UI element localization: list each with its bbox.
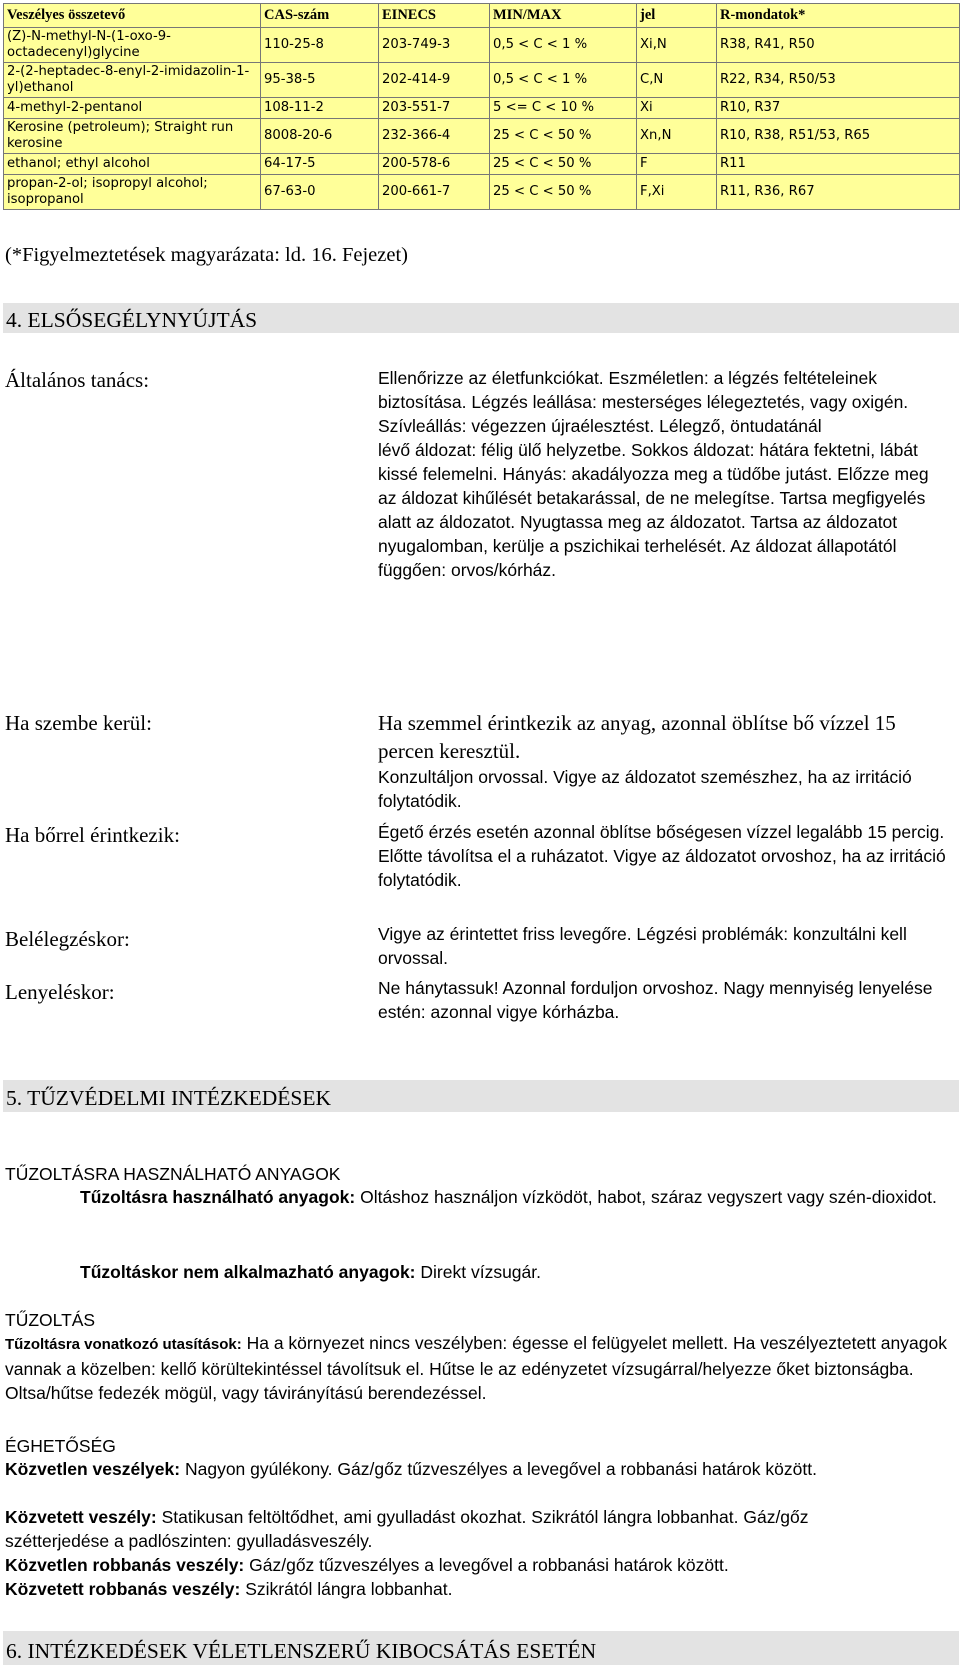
cell-jel: Xn,N [637,119,717,154]
cell-einecs: 203-749-3 [379,28,490,63]
indirect-explosion-text: Szikrától lángra lobbanhat. [245,1579,453,1599]
cell-jel: C,N [637,63,717,98]
ingestion-label: Lenyeléskor: [5,980,115,1004]
cell-einecs: 200-661-7 [379,175,490,210]
inhalation-label: Belélegzéskor: [5,927,130,951]
indirect-explosion-paragraph [5,1577,957,1601]
table-row [4,175,960,210]
table-header-row [4,4,960,28]
cell-r: R11, R36, R67 [717,175,960,210]
cell-jel: Xi [637,98,717,119]
unsuitable-media-paragraph [80,1260,945,1284]
table-row [4,119,960,154]
cell-name: ethanol; ethyl alcohol [4,154,261,175]
direct-explosion-paragraph [5,1553,957,1577]
eye-contact-text-2: Konzultáljon orvossal. Vigye az áldozatot szemészhez, ha az irritáció folytatódik. [378,767,912,811]
cell-name: 2-(2-heptadec-8-enyl-2-imidazolin-1-yl)ethanol [4,63,261,98]
unsuitable-media-text: Direkt vízsugár. [420,1262,541,1282]
cell-r: R10, R38, R51/53, R65 [717,119,960,154]
cell-name: propan-2-ol; isopropyl alcohol; isopropanol [4,175,261,210]
col-header-r-phrases: R-mondatok* [717,4,960,28]
cell-r: R10, R37 [717,98,960,119]
cell-jel: F [637,154,717,175]
cell-einecs: 232-366-4 [379,119,490,154]
cell-cas: 95-38-5 [261,63,379,98]
inhalation-text: Vigye az érintettet friss levegőre. Légzési problémák: konzultálni kell orvossal. [378,924,907,968]
cell-minmax: 5 <= C < 10 % [490,98,637,119]
table-row [4,98,960,119]
general-advice-label: Általános tanács: [5,368,150,392]
flammability-heading: ÉGHETŐSÉG [5,1436,116,1456]
cell-cas: 64-17-5 [261,154,379,175]
firefighting-paragraph [5,1331,957,1405]
firefighting-label: Tűzoltásra vonatkozó utasítások: [5,1336,242,1353]
direct-explosion-text: Gáz/gőz tűzveszélyes a levegővel a robbanási határok között. [249,1555,729,1575]
cell-cas: 108-11-2 [261,98,379,119]
cell-name: (Z)-N-methyl-N-(1-oxo-9-octadecenyl)glycine [4,28,261,63]
cell-minmax: 25 < C < 50 % [490,154,637,175]
eye-contact-text: Ha szemmel érintkezik az anyag, azonnal öblítse bő vízzel 15 percen keresztül. [378,711,896,763]
extinguishing-media-text: Oltáshoz használjon vízködöt, habot, száraz vegyszert vagy szén-dioxidot. [360,1187,937,1207]
cell-jel: F,Xi [637,175,717,210]
table-row [4,63,960,98]
col-header-cas: CAS-szám [261,4,379,28]
cell-jel: Xi,N [637,28,717,63]
direct-hazard-label: Közvetlen veszélyek: [5,1459,181,1479]
cell-einecs: 202-414-9 [379,63,490,98]
cell-cas: 67-63-0 [261,175,379,210]
cell-einecs: 200-578-6 [379,154,490,175]
cell-cas: 8008-20-6 [261,119,379,154]
cell-minmax: 0,5 < C < 1 % [490,63,637,98]
section-6-header [3,1631,959,1665]
section-4-title: 4. ELSŐSEGÉLYNYÚJTÁS [6,308,258,332]
cell-minmax: 0,5 < C < 1 % [490,28,637,63]
indirect-explosion-label: Közvetett robbanás veszély: [5,1579,241,1599]
cell-name: Kerosine (petroleum); Straight run kerosine [4,119,261,154]
eye-contact-label: Ha szembe kerül: [5,711,152,735]
cell-name: 4-methyl-2-pentanol [4,98,261,119]
indirect-hazard-paragraph [5,1505,905,1553]
unsuitable-media-label: Tűzoltáskor nem alkalmazható anyagok: [80,1262,416,1282]
general-advice-text-part2: lévő áldozat: félig ülő helyzetbe. Sokkos áldozat: hátára fektetni, lábát kissé felemelni. Hányás: akadályozza meg a tüdőbe jutást. Előzze meg az áldozat kihűlését betakarással, de ne melegítse. Tartsa megfigyelés alatt az áldozatot. Nyugtassa meg az áldozatot. Tartsa az áldozatot nyugalomban, kerülje a pszichikai terhelését. Az áldozat állapotától függően: orvos/kórház. [378,440,929,580]
components-table [3,3,960,210]
general-advice-text [378,366,948,582]
skin-contact-text: Égető érzés esetén azonnal öblítse bőségesen vízzel legalább 15 percig. Előtte távolítsa el a ruházatot. Vigye az áldozatot orvoshoz, ha az irritáció folytatódik. [378,822,946,890]
direct-explosion-label: Közvetlen robbanás veszély: [5,1555,245,1575]
table-row [4,28,960,63]
indirect-hazard-text: Statikusan feltöltődhet, ami gyulladást okozhat. Szikrától lángra lobbanhat. Gáz/gőz szétterjedése a padlószinten: gyulladásveszély. [5,1507,809,1551]
col-header-einecs: EINECS [379,4,490,28]
section-5-title: 5. TŰZVÉDELMI INTÉZKEDÉSEK [6,1086,332,1110]
ingestion-text: Ne hánytassuk! Azonnal forduljon orvoshoz. Nagy mennyiség lenyelése estén: azonnal vigye kórházba. [378,978,933,1022]
firefighting-heading: TŰZOLTÁS [5,1310,96,1330]
cell-r: R11 [717,154,960,175]
extinguishing-media-paragraph [80,1185,945,1209]
section-5-header [3,1080,959,1112]
firefighting-text: Ha a környezet nincs veszélyben: égesse el felügyelet mellett. Ha veszélyeztetett anyagok vannak a közelben: kellő körültekintéssel távolítsuk el. Hűtse le az edényzetet vízsugárral/helyezze őket biztonságba. Oltsa/hűtse fedezék mögül, vagy távirányítású berendezéssel. [5,1333,947,1403]
footnote: (*Figyelmeztetések magyarázata: ld. 16. Fejezet) [5,244,408,266]
extinguishing-media-heading: TŰZOLTÁSRA HASZNÁLHATÓ ANYAGOK [5,1164,341,1184]
cell-einecs: 203-551-7 [379,98,490,119]
cell-r: R22, R34, R50/53 [717,63,960,98]
cell-minmax: 25 < C < 50 % [490,119,637,154]
direct-hazard-text: Nagyon gyúlékony. Gáz/gőz tűzveszélyes a levegővel a robbanási határok között. [184,1459,817,1479]
cell-r: R38, R41, R50 [717,28,960,63]
cell-minmax: 25 < C < 50 % [490,175,637,210]
extinguishing-media-label: Tűzoltásra használható anyagok: [80,1187,356,1207]
col-header-minmax: MIN/MAX [490,4,637,28]
cell-cas: 110-25-8 [261,28,379,63]
section-6-title: 6. INTÉZKEDÉSEK VÉLETLENSZERŰ KIBOCSÁTÁS ESETÉN [6,1639,597,1663]
skin-contact-label: Ha bőrrel érintkezik: [5,823,180,847]
direct-hazard-paragraph [5,1457,905,1481]
col-header-component: Veszélyes összetevő [4,4,261,28]
section-4-header [3,303,959,333]
table-row [4,154,960,175]
general-advice-text-part1: Ellenőrizze az életfunkciókat. Eszméletlen: a légzés feltételeinek biztosítása. Légzés leállása: mesterséges lélegeztetés, vagy oxigén. Szívleállás: végezzen újraélesztést. Lélegző, öntudatánál [378,368,909,436]
col-header-jel: jel [637,4,717,28]
indirect-hazard-label: Közvetett veszély: [5,1507,157,1527]
